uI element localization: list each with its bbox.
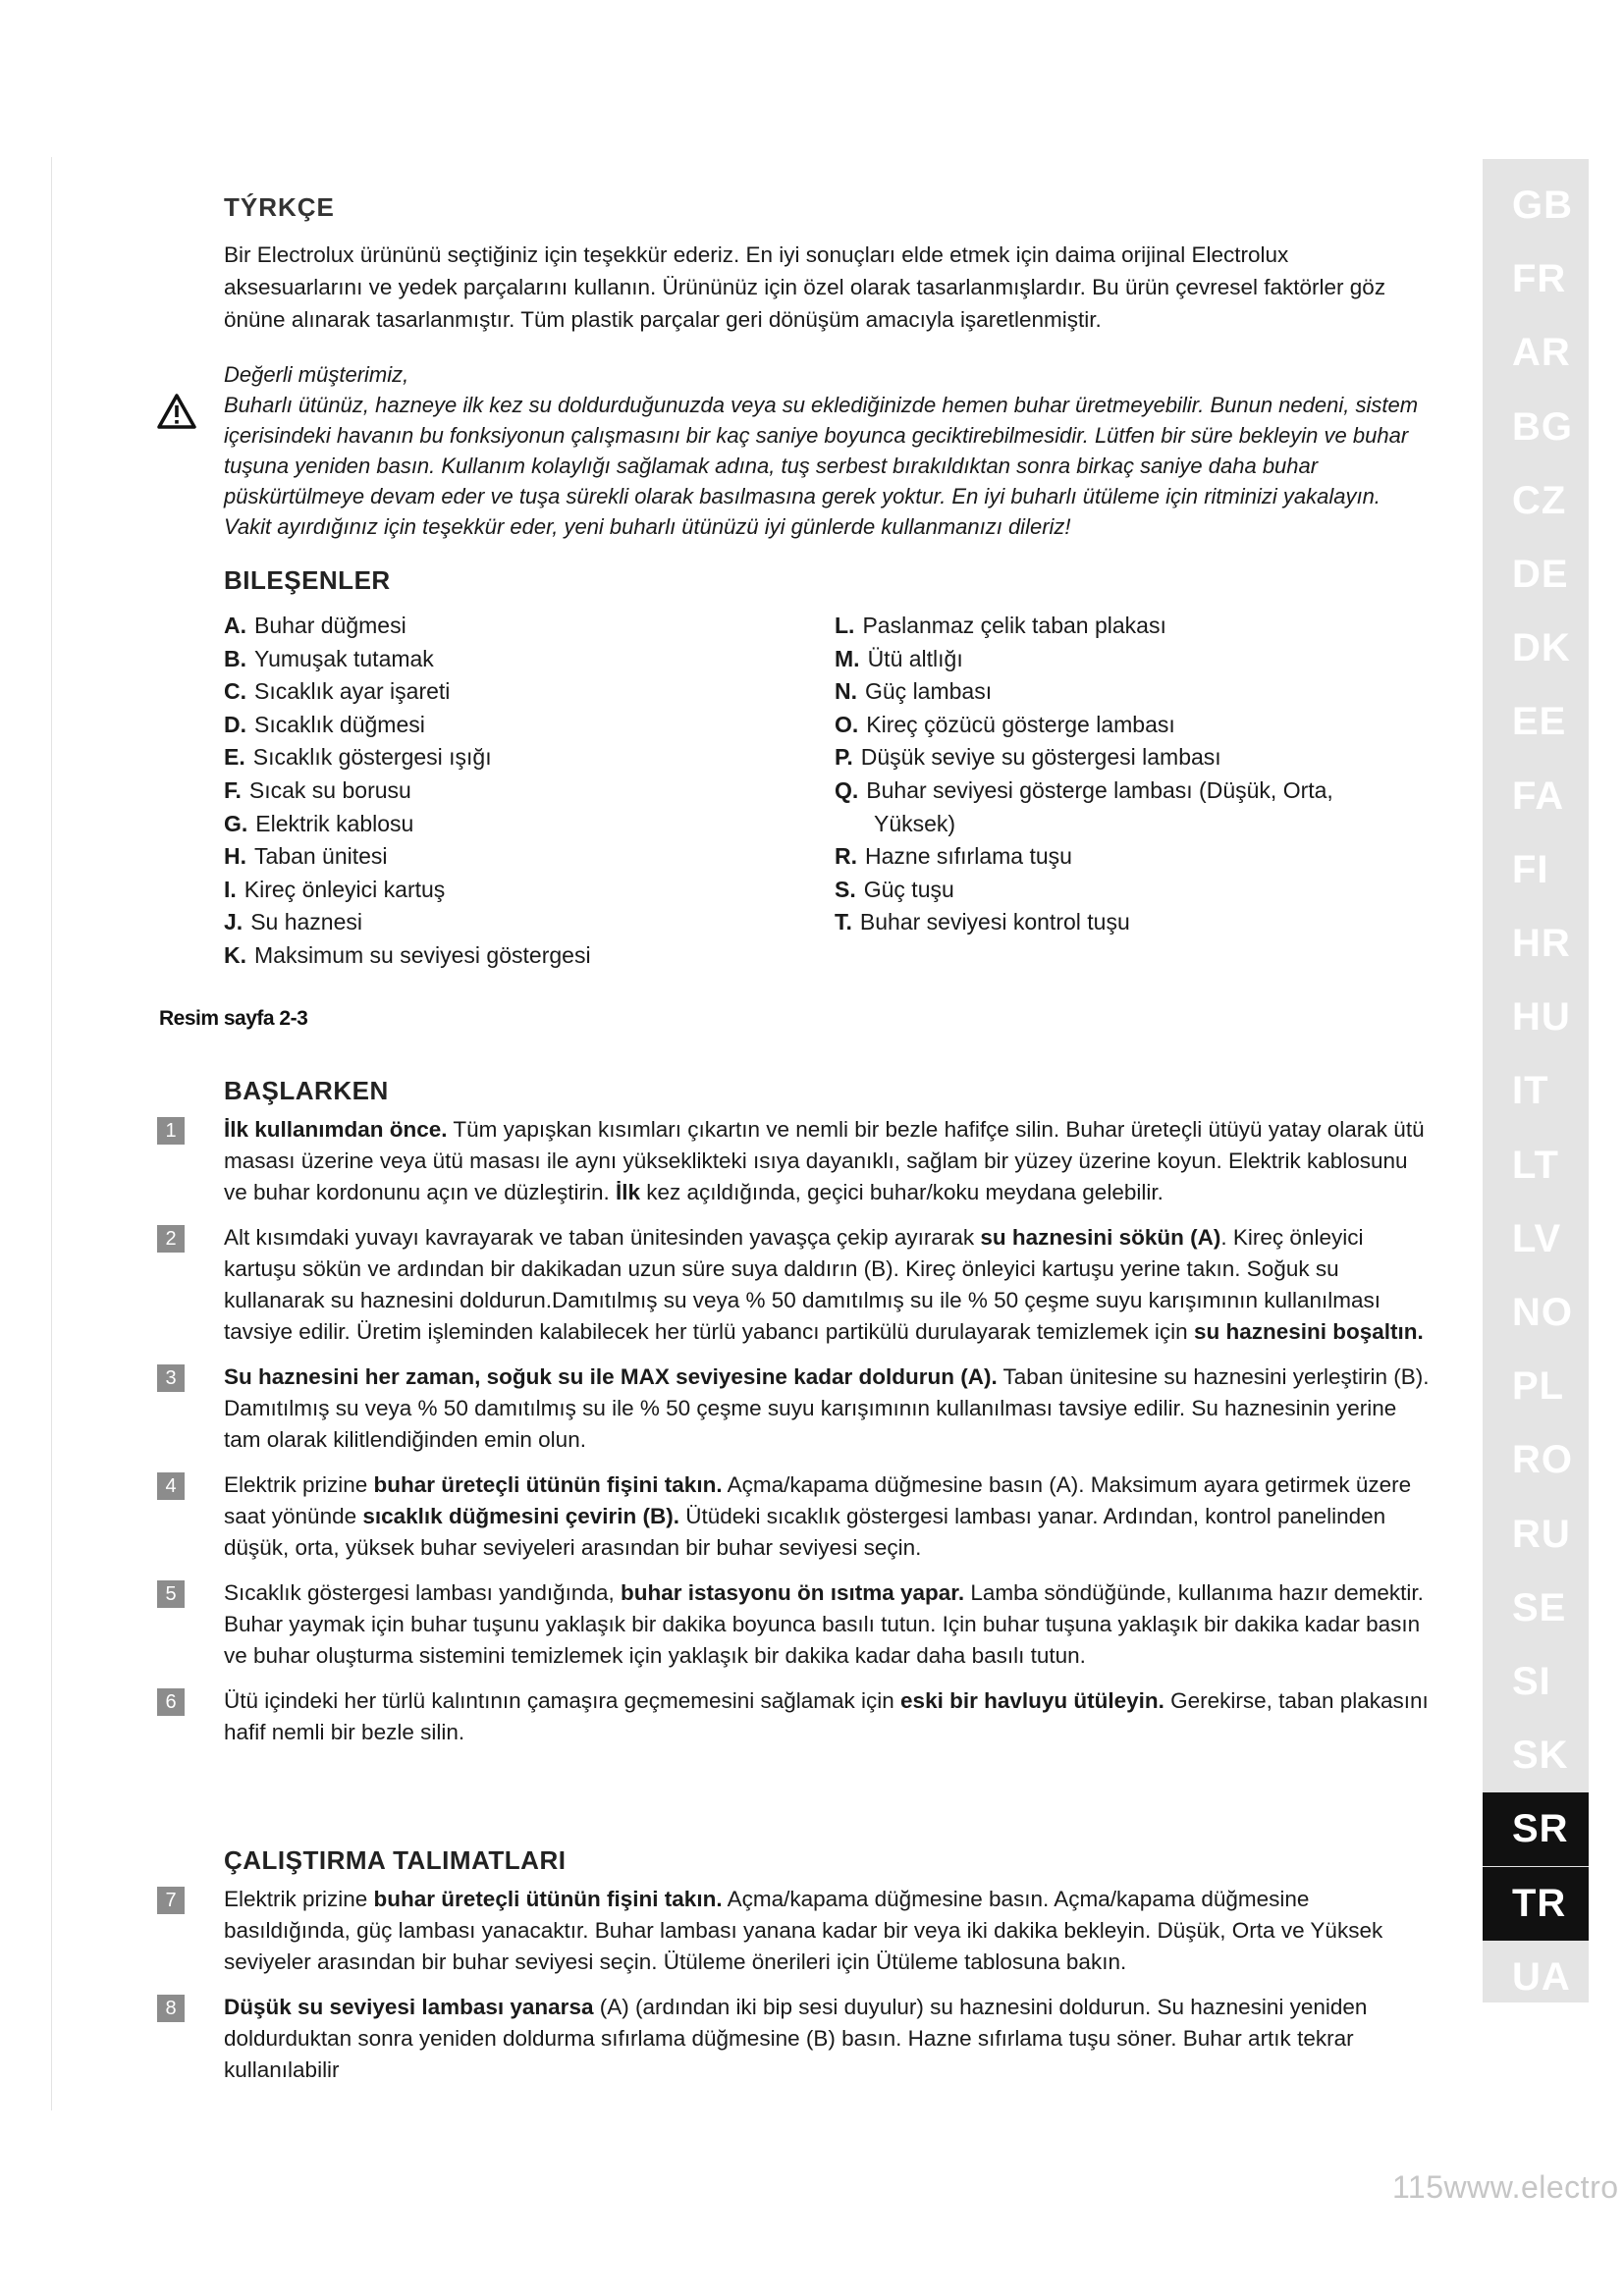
language-tab-fr[interactable]: FR: [1512, 257, 1567, 301]
component-label: Maksimum su seviyesi göstergesi: [254, 941, 591, 968]
component-item: [835, 840, 1384, 874]
component-label: Güç lambası: [865, 678, 993, 705]
component-item: [835, 709, 1384, 742]
component-label: Hazne sıfırlama tuşu: [865, 843, 1072, 870]
getting-started-section: [165, 1076, 1434, 1762]
step-text-bold: İlk kullanımdan önce.: [224, 1117, 448, 1142]
component-label: Sıcaklık ayar işareti: [254, 678, 451, 705]
step-text: kez açıldığında, geçici buhar/koku meydana gelebilir.: [640, 1180, 1164, 1204]
component-key: J.: [224, 909, 244, 935]
language-tab-fa[interactable]: FA: [1512, 774, 1565, 818]
component-item: [224, 709, 835, 742]
getting-started-steps: [165, 1114, 1434, 1748]
component-label: Güç tuşu: [863, 876, 954, 902]
language-tab-lt[interactable]: LT: [1512, 1143, 1559, 1187]
notice-text: Buharlı ütünüz, hazneye ilk kez su doldurduğunuzda veya su eklediğinizde hemen buhar üretmeyebilir. Bunun nedeni, sistem içerisindeki havanın bu fonksiyonun çalışmasını bir kaç saniye boyunca geciktirebilmesidir. Lütfen bir süre bekleyin ve buhar tuşuna yeniden basın. Kullanım kolaylığı sağlamak adına, tuş serbest bırakıldıktan sonra birkaç saniye daha buhar püskürtülmeye devam eder ve tuşa sürekli olarak basılmasına gerek yoktur. En iyi buharlı ütüleme için ritminizi yakalayın. Vakit ayırdığınız için teşekkür eder, yeni buharlı ütünüzü iyi günlerde kullanmanızı dileriz!: [224, 393, 1419, 539]
step-item: [165, 1884, 1434, 1978]
customer-notice: [224, 359, 1432, 542]
step-number-badge: 2: [157, 1225, 185, 1253]
components-section: [224, 565, 1434, 973]
component-key: D.: [224, 711, 246, 737]
component-item: [835, 774, 1384, 840]
step-text: Açma/kapama düğmesine basın (A). Maksimum ayara getirmek üzere saat yönünde: [224, 1472, 1412, 1528]
component-label: Buhar seviyesi kontrol tuşu: [859, 909, 1130, 935]
language-tab-dk[interactable]: DK: [1512, 626, 1571, 670]
component-item: [224, 610, 835, 643]
step-text: Lamba söndüğünde, kullanıma hazır demektir. Buhar yaymak için buhar tuşunu yaklaşık bir dakika boyunca basılı tutun. Için buhar tuşuna yaklaşık bir dakika kadar basın ve buhar oluşturma sistemini temizlemek için yaklaşık bir dakika kadar daha basılı tutun.: [224, 1580, 1424, 1668]
component-key: T.: [835, 909, 852, 935]
component-item: [835, 610, 1384, 643]
notice-salutation: Değerli müşterimiz,: [224, 362, 409, 387]
component-label: Elektrik kablosu: [255, 810, 414, 836]
component-item: [224, 906, 835, 939]
language-tab-ru[interactable]: RU: [1512, 1512, 1571, 1556]
component-item: [835, 874, 1384, 907]
component-label-continued: Yüksek): [874, 810, 956, 836]
language-tab-pl[interactable]: PL: [1512, 1364, 1565, 1409]
component-label: Ütü altlığı: [867, 645, 963, 671]
step-number-badge: 1: [157, 1117, 185, 1145]
component-key: Q.: [835, 776, 859, 803]
language-tab-fi[interactable]: FI: [1512, 847, 1549, 891]
component-item: [835, 675, 1384, 709]
component-item: [835, 643, 1384, 676]
component-item: [224, 840, 835, 874]
step-text-bold: Su haznesini her zaman, soğuk su ile MAX seviyesine kadar doldurun (A).: [224, 1364, 998, 1389]
component-key: P.: [835, 744, 853, 771]
language-tabs: [1483, 159, 1589, 2002]
component-key: F.: [224, 776, 242, 803]
component-key: K.: [224, 941, 246, 968]
step-number-badge: 3: [157, 1364, 185, 1392]
component-item: [224, 643, 835, 676]
component-key: M.: [835, 645, 860, 671]
step-text-bold: su haznesini boşaltın.: [1193, 1319, 1424, 1344]
component-label: Buhar seviyesi gösterge lambası (Düşük, Orta,: [866, 776, 1333, 803]
component-key: N.: [835, 678, 857, 705]
component-item: [224, 675, 835, 709]
step-number-badge: 4: [157, 1472, 185, 1500]
component-label: Buhar düğmesi: [254, 613, 406, 638]
language-tab-sk[interactable]: SK: [1512, 1734, 1569, 1778]
language-tab-gb[interactable]: GB: [1512, 184, 1573, 227]
component-item: [224, 808, 835, 841]
component-label: Sıcaklık göstergesi ışığı: [252, 744, 492, 771]
step-text-bold: eski bir havluyu ütüleyin.: [900, 1688, 1164, 1713]
step-text: Sıcaklık göstergesi lambası yandığında,: [224, 1580, 621, 1605]
language-tab-ar[interactable]: AR: [1512, 331, 1571, 375]
step-text-bold: buhar üreteçli ütünün fişini takın.: [373, 1887, 723, 1911]
step-number-badge: 5: [157, 1580, 185, 1608]
language-heading: TÝRKÇE: [224, 192, 335, 222]
operating-section: [165, 1845, 1434, 2100]
step-text-bold: buhar üreteçli ütünün fişini takın.: [373, 1472, 723, 1497]
step-text-bold: Düşük su seviyesi lambası yanarsa: [224, 1995, 594, 2019]
step-text-bold: su haznesini sökün (A): [980, 1225, 1221, 1250]
component-item: [224, 774, 835, 808]
language-tab-lv[interactable]: LV: [1512, 1216, 1562, 1260]
component-label: Sıcak su borusu: [248, 776, 411, 803]
component-item: [224, 939, 835, 973]
language-tab-ee[interactable]: EE: [1512, 700, 1567, 744]
language-tab-ro[interactable]: RO: [1512, 1438, 1573, 1482]
step-text: Ütü içindeki her türlü kalıntının çamaşıra geçmemesini sağlamak için: [224, 1688, 901, 1713]
step-item: [165, 1469, 1434, 1564]
step-item: [165, 1222, 1434, 1348]
components-title: BILEŞENLER: [224, 565, 391, 595]
language-tab-hu[interactable]: HU: [1512, 995, 1571, 1040]
component-key: O.: [835, 711, 859, 737]
operating-title: ÇALIŞTIRMA TALIMATLARI: [224, 1845, 567, 1875]
component-key: G.: [224, 810, 248, 836]
step-text-bold: İlk: [616, 1180, 641, 1204]
step-item: [165, 1685, 1434, 1748]
figure-reference: Resim sayfa 2-3: [159, 1007, 308, 1030]
component-key: L.: [835, 613, 855, 638]
component-key: I.: [224, 876, 237, 902]
page-footer: 115www.electro: [1392, 2169, 1619, 2205]
component-item: [835, 741, 1384, 774]
step-text: Açma/kapama düğmesine basın. Açma/kapama düğmesine basıldığında, güç lambası yanacaktır. Buhar lambası yanana kadar bir veya iki dakika bekleyin. Düşük, Orta ve Yüksek seviyeler arasından bir buhar seviyesi seçin. Ütüleme önerileri için Ütüleme tablosuna bakın.: [224, 1887, 1383, 1974]
component-label: Paslanmaz çelik taban plakası: [862, 613, 1166, 638]
getting-started-title: BAŞLARKEN: [224, 1076, 389, 1105]
step-item: [165, 1362, 1434, 1456]
margin-line: [51, 157, 52, 2110]
step-number-badge: 6: [157, 1688, 185, 1716]
intro-paragraph: Bir Electrolux ürününü seçtiğiniz için teşekkür ederiz. En iyi sonuçları elde etmek için daima orijinal Electrolux aksesuarlarını ve yedek parçalarını kullanın. Ürününüz için özel olarak tasarlanmışlardır. Bu ürün çevresel faktörler göz önüne alınarak tasarlanmıştır. Tüm plastik parçalar geri dönüşüm amacıyla işaretlenmiştir.: [224, 242, 1386, 332]
language-tab-sr[interactable]: SR: [1483, 1792, 1589, 1866]
component-label: Kireç çözücü gösterge lambası: [866, 711, 1175, 737]
language-tab-de[interactable]: DE: [1512, 553, 1569, 596]
language-tab-it[interactable]: IT: [1512, 1069, 1549, 1113]
step-item: [165, 1114, 1434, 1208]
main-content: [224, 192, 1434, 973]
step-text-bold: sıcaklık düğmesini çevirin (B).: [362, 1504, 679, 1528]
language-tab-hr[interactable]: HR: [1512, 922, 1571, 965]
step-text: Alt kısımdaki yuvayı kavrayarak ve taban ünitesinden yavaşça çekip ayırarak: [224, 1225, 981, 1250]
step-number-badge: 7: [157, 1887, 185, 1914]
component-key: H.: [224, 843, 246, 870]
step-text: Ütüdeki sıcaklık göstergesi lambası yanar. Ardından, kontrol panelinden düşük, orta, yüksek buhar seviyeleri arasından bir buhar seviyesi seçin.: [224, 1504, 1386, 1560]
language-tab-cz[interactable]: CZ: [1512, 478, 1567, 522]
step-text: Elektrik prizine: [224, 1887, 374, 1911]
step-text: Gerekirse, taban plakasını hafif nemli bir bezle silin.: [224, 1688, 1429, 1744]
language-tab-se[interactable]: SE: [1512, 1585, 1567, 1629]
step-text: (A) (ardından iki bip sesi duyulur) su haznesini doldurun. Su haznesini yeniden doldurduktan sonra yeniden doldurma sıfırlama düğmesine (B) basın. Hazne sıfırlama tuşu söner. Buhar artık tekrar kullanılabilir: [224, 1995, 1368, 2082]
language-tab-ua[interactable]: UA: [1512, 1954, 1571, 1999]
component-key: A.: [224, 613, 246, 638]
step-text: Tüm yapışkan kısımları çıkartın ve nemli bir bezle hafifçe silin. Buhar üreteçli ütüyü yatay olarak ütü masası üzerine veya ütü masası ile aynı yükseklikteki ısıya dayanıklı, sağlam bir yüzey üzerine koyun. Elektrik kablosunu ve buhar kordonunu açın ve düzleştirin.: [224, 1117, 1425, 1204]
warning-icon: [157, 393, 196, 430]
language-tab-si[interactable]: SI: [1512, 1660, 1551, 1703]
component-label: Su haznesi: [250, 909, 362, 935]
language-tab-no[interactable]: NO: [1512, 1291, 1573, 1334]
component-item: [224, 741, 835, 774]
component-item: [835, 906, 1384, 939]
language-tab-tr[interactable]: TR: [1483, 1867, 1589, 1941]
component-key: B.: [224, 645, 246, 671]
component-label: Taban ünitesi: [254, 843, 388, 870]
components-list-right: [835, 610, 1384, 973]
components-list-left: [224, 610, 835, 973]
component-label: Yumuşak tutamak: [254, 645, 434, 671]
component-item: [224, 874, 835, 907]
component-key: E.: [224, 744, 245, 771]
step-text: Elektrik prizine: [224, 1472, 374, 1497]
step-number-badge: 8: [157, 1995, 185, 2022]
component-label: Kireç önleyici kartuş: [244, 876, 446, 902]
step-text: . Kireç önleyici kartuşu sökün ve ardından bir dakikadan uzun süre suya daldırın (B). Kireç önleyici kartuşu yerine takın. Soğuk su kullanarak su haznesini doldurun.Damıtılmış su veya % 50 damıtılmış su ile % 50 çeşme suyu karışımının kullanılması tavsiye edilir. Üretim işleminden kalabilecek her türlü yabancı partikülü durulayarak temizlemek için: [224, 1225, 1380, 1344]
step-text-bold: buhar istasyonu ön ısıtma yapar.: [620, 1580, 965, 1605]
step-text: Taban ünitesine su haznesini yerleştirin (B). Damıtılmış su veya % 50 damıtılmış su ile % 50 çeşme suyu karışımının kullanılması tavsiye edilir. Su haznesinin yerine tam olarak kilitlendiğinden emin olun.: [224, 1364, 1430, 1452]
component-key: R.: [835, 843, 857, 870]
step-item: [165, 1992, 1434, 2086]
step-item: [165, 1577, 1434, 1672]
component-key: S.: [835, 876, 856, 902]
component-key: C.: [224, 678, 246, 705]
component-label: Sıcaklık düğmesi: [254, 711, 425, 737]
language-tab-bg[interactable]: BG: [1512, 404, 1573, 449]
operating-steps: [165, 1884, 1434, 2086]
component-label: Düşük seviye su göstergesi lambası: [860, 744, 1221, 771]
